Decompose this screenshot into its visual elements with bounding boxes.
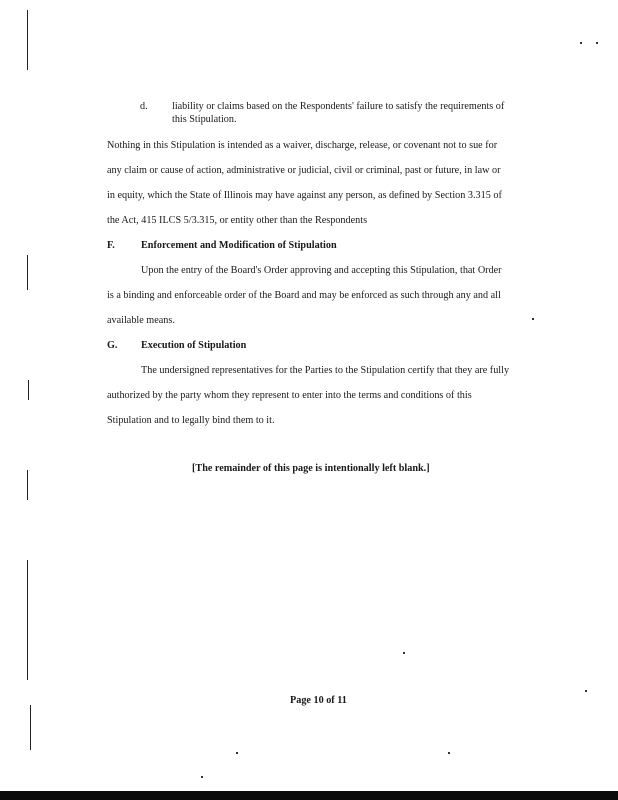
section-heading: Execution of Stipulation [141, 340, 247, 351]
page-number: Page 10 of 11 [290, 695, 347, 706]
list-item-marker: d. [140, 101, 148, 112]
scan-margin-line [30, 705, 31, 750]
scan-speck [596, 42, 598, 44]
paragraph-line: in equity, which the State of Illinois may have against any person, as defined by Section 3.315 of [107, 190, 502, 201]
scan-speck [532, 318, 534, 320]
paragraph-line: the Act, 415 ILCS 5/3.315, or entity other than the Respondents [107, 215, 368, 226]
scan-margin-line [27, 10, 28, 70]
section-letter: G. [107, 340, 118, 351]
paragraph-line: Stipulation and to legally bind them to it. [107, 415, 275, 426]
paragraph-line: The undersigned representatives for the Parties to the Stipulation certify that they are fully [141, 365, 510, 376]
paragraph-line: Nothing in this Stipulation is intended as a waiver, discharge, release, or covenant not to sue for [107, 140, 498, 151]
scan-speck [585, 690, 587, 692]
paragraph-line: Upon the entry of the Board's Order approving and accepting this Stipulation, that Order [141, 265, 502, 276]
scan-margin-line [27, 560, 28, 680]
section-heading: Enforcement and Modification of Stipulation [141, 240, 337, 251]
scan-speck [236, 752, 238, 754]
scan-margin-line [27, 255, 28, 290]
paragraph-line: authorized by the party whom they represent to enter into the terms and conditions of this [107, 390, 472, 401]
list-item-text-line: this Stipulation. [172, 114, 237, 125]
scan-speck [580, 42, 582, 44]
section-letter: F. [107, 240, 115, 251]
scan-speck [403, 652, 405, 654]
paragraph-line: any claim or cause of action, administrative or judicial, civil or criminal, past or future, in law or [107, 165, 501, 176]
list-item-text-line: liability or claims based on the Respondents' failure to satisfy the requirements of [172, 101, 505, 112]
blank-page-notice: [The remainder of this page is intentionally left blank.] [192, 463, 430, 474]
paragraph-line: available means. [107, 315, 175, 326]
scan-margin-line [28, 380, 29, 400]
scan-margin-line [27, 470, 28, 500]
scan-bottom-edge [0, 791, 618, 800]
scan-speck [201, 776, 203, 778]
paragraph-line: is a binding and enforceable order of the Board and may be enforced as such through any and all [107, 290, 501, 301]
scan-speck [448, 752, 450, 754]
